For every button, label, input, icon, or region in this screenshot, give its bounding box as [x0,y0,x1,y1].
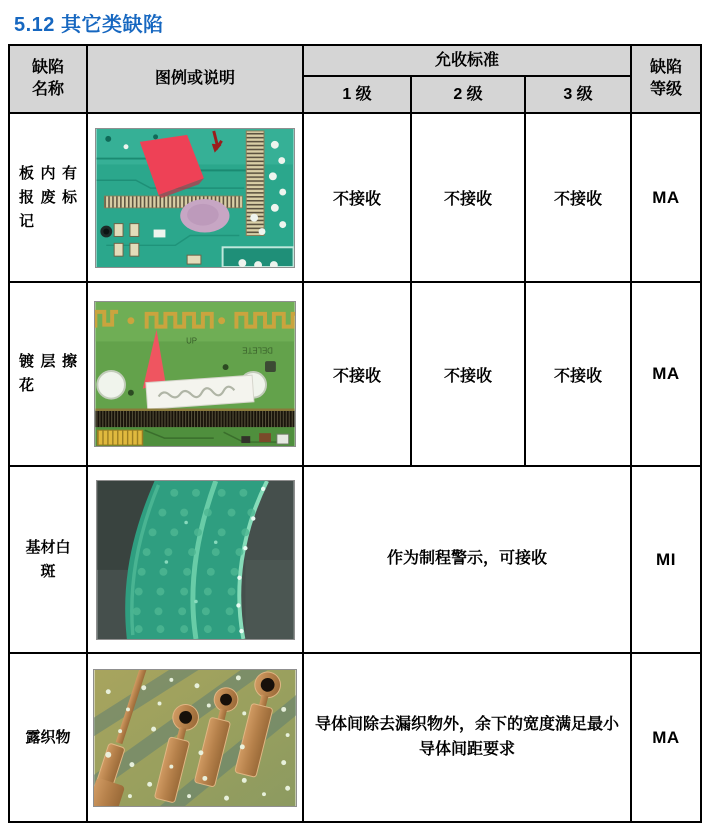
row-1-grade-value: MA [632,114,702,283]
header-defect-name: 缺陷名称 [10,46,88,114]
header-defect-grade: 缺陷等级 [632,46,702,114]
row-1-photo-cell [88,114,304,283]
row-3-defect-name: 基材白斑 [10,467,88,654]
header-level-1: 1 级 [304,77,412,114]
row-2-grade-value: MA [632,283,702,467]
substrate-white-spot-photo [96,480,295,640]
plating-scratch-photo [94,301,296,447]
header-level-3: 3 级 [526,77,632,114]
connector-comb-strip [95,410,294,427]
row-1-level-3-value: 不接收 [526,114,632,283]
mounting-hole [97,371,125,399]
defect-table [8,44,702,823]
section-title: 5.12 其它类缺陷 [14,14,164,36]
row-1-level-2-value: 不接收 [412,114,526,283]
header-acceptance-standard: 允收标准 [304,46,632,77]
row-2-defect-name: 镀层擦花 [10,283,88,467]
photo-delete-label: DELETE [242,345,273,355]
row-3-acceptance-value: 作为制程警示，可接收 [304,467,632,654]
scrap-mark-photo [95,128,295,268]
row-4-defect-name: 露织物 [10,654,88,823]
row-1-level-1-value: 不接收 [304,114,412,283]
photo-up-label: UP [186,336,198,346]
row-3-photo-cell [88,467,304,654]
row-2-level-1-value: 不接收 [304,283,412,467]
row-2-level-3-value: 不接收 [526,283,632,467]
exposed-fabric-photo [93,669,297,807]
row-4-photo-cell [88,654,304,823]
row-2-level-2-value: 不接收 [412,283,526,467]
row-4-grade-value: MA [632,654,702,823]
header-illustration: 图例或说明 [88,46,304,114]
row-4-acceptance-value: 导体间除去漏织物外，余下的宽度满足最小导体间距要求 [304,654,632,823]
row-3-grade-value: MI [632,467,702,654]
row-1-defect-name: 板内有报废标记 [10,114,88,283]
header-level-2: 2 级 [412,77,526,114]
row-2-photo-cell [88,283,304,467]
